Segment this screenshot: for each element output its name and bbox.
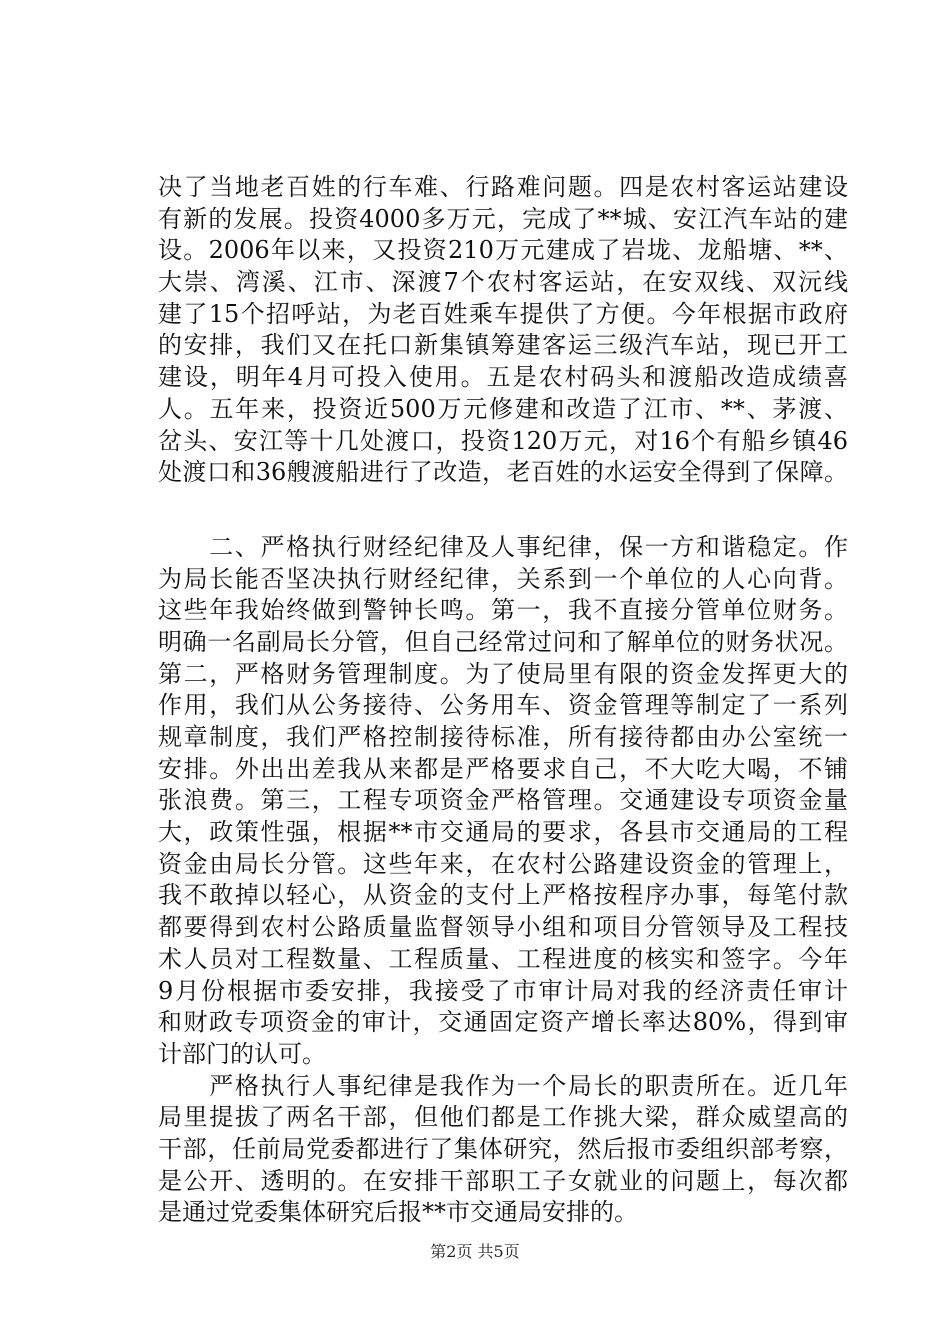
text-line: 大崇、湾溪、江市、深渡7个农村客运站，在安双线、双沅线 (158, 268, 848, 297)
text-line: 严格执行人事纪律是我作为一个局长的职责所在。近几年 (158, 1071, 848, 1100)
paragraph-2 (158, 532, 848, 1071)
text-line: 安排。外出出差我从来都是严格要求自己，不大吃大喝，不铺 (158, 754, 848, 783)
text-line: 计部门的认可。 (158, 1039, 326, 1068)
text-line: 第二，严格财务管理制度。为了使局里有限的资金发挥更大的 (158, 659, 848, 688)
text-line: 张浪费。第三，工程专项资金严格管理。交通建设专项资金量 (158, 786, 848, 815)
text-line: 处渡口和36艘渡船进行了改造，老百姓的水运安全得到了保障。 (158, 458, 848, 487)
text-line: 和财政专项资金的审计，交通固定资产增长率达80%，得到审 (158, 1008, 848, 1037)
text-line: 这些年我始终做到警钟长鸣。第一，我不直接分管单位财务。 (158, 596, 848, 625)
text-line: 二、严格执行财经纪律及人事纪律，保一方和谐稳定。作 (158, 532, 848, 561)
text-line: 岔头、安江等十几处渡口，投资120万元，对16个有船乡镇46 (158, 426, 848, 455)
paragraph-3 (158, 1071, 848, 1229)
text-line: 是通过党委集体研究后报**市交通局安排的。 (158, 1198, 638, 1227)
text-line: 规章制度，我们严格控制接待标准，所有接待都由办公室统一 (158, 723, 848, 751)
text-line: 大，政策性强，根据**市交通局的要求，各县市交通局的工程 (158, 818, 848, 847)
text-line: 有新的发展。投资4000多万元，完成了**城、安江汽车站的建 (158, 204, 848, 233)
text-line: 设。2006年以来，又投资210万元建成了岩垅、龙船塘、**、 (158, 236, 848, 265)
paragraph-1 (158, 172, 848, 489)
body-text (158, 172, 848, 1229)
text-line: 建了15个招呼站，为老百姓乘车提供了方便。今年根据市政府 (158, 299, 848, 328)
text-line: 建设，明年4月可投入使用。五是农村码头和渡船改造成绩喜 (158, 363, 848, 392)
text-line: 作用，我们从公务接待、公务用车、资金管理等制定了一系列 (158, 691, 848, 720)
text-line: 明确一名副局长分管，但自己经常过问和了解单位的财务状况。 (158, 627, 848, 656)
text-line: 资金由局长分管。这些年来，在农村公路建设资金的管理上， (158, 849, 848, 878)
text-line: 局里提拔了两名干部，但他们都是工作挑大梁，群众威望高的 (158, 1103, 848, 1132)
text-line: 都要得到农村公路质量监督领导小组和项目分管领导及工程技 (158, 913, 848, 942)
text-line: 术人员对工程数量、工程质量、工程进度的核实和签字。今年 (158, 944, 848, 973)
text-line: 的安排，我们又在托口新集镇筹建客运三级汽车站，现已开工 (158, 331, 848, 360)
page-footer: 第2页 共5页 (430, 1242, 520, 1261)
text-line: 干部，任前局党委都进行了集体研究，然后报市委组织部考察， (158, 1134, 848, 1163)
text-line: 决了当地老百姓的行车难、行路难问题。四是农村客运站建设 (158, 173, 848, 201)
paragraph-gap (158, 489, 848, 532)
text-line: 人。五年来，投资近500万元修建和改造了江市、**、茅渡、 (158, 394, 848, 423)
text-line: 为局长能否坚决执行财经纪律，关系到一个单位的人心向背。 (158, 564, 848, 593)
text-line: 我不敢掉以轻心，从资金的支付上严格按程序办事，每笔付款 (158, 881, 848, 910)
text-line: 是公开、透明的。在安排干部职工子女就业的问题上，每次都 (158, 1166, 848, 1195)
text-line: 9月份根据市委安排，我接受了市审计局对我的经济责任审计 (158, 976, 848, 1005)
